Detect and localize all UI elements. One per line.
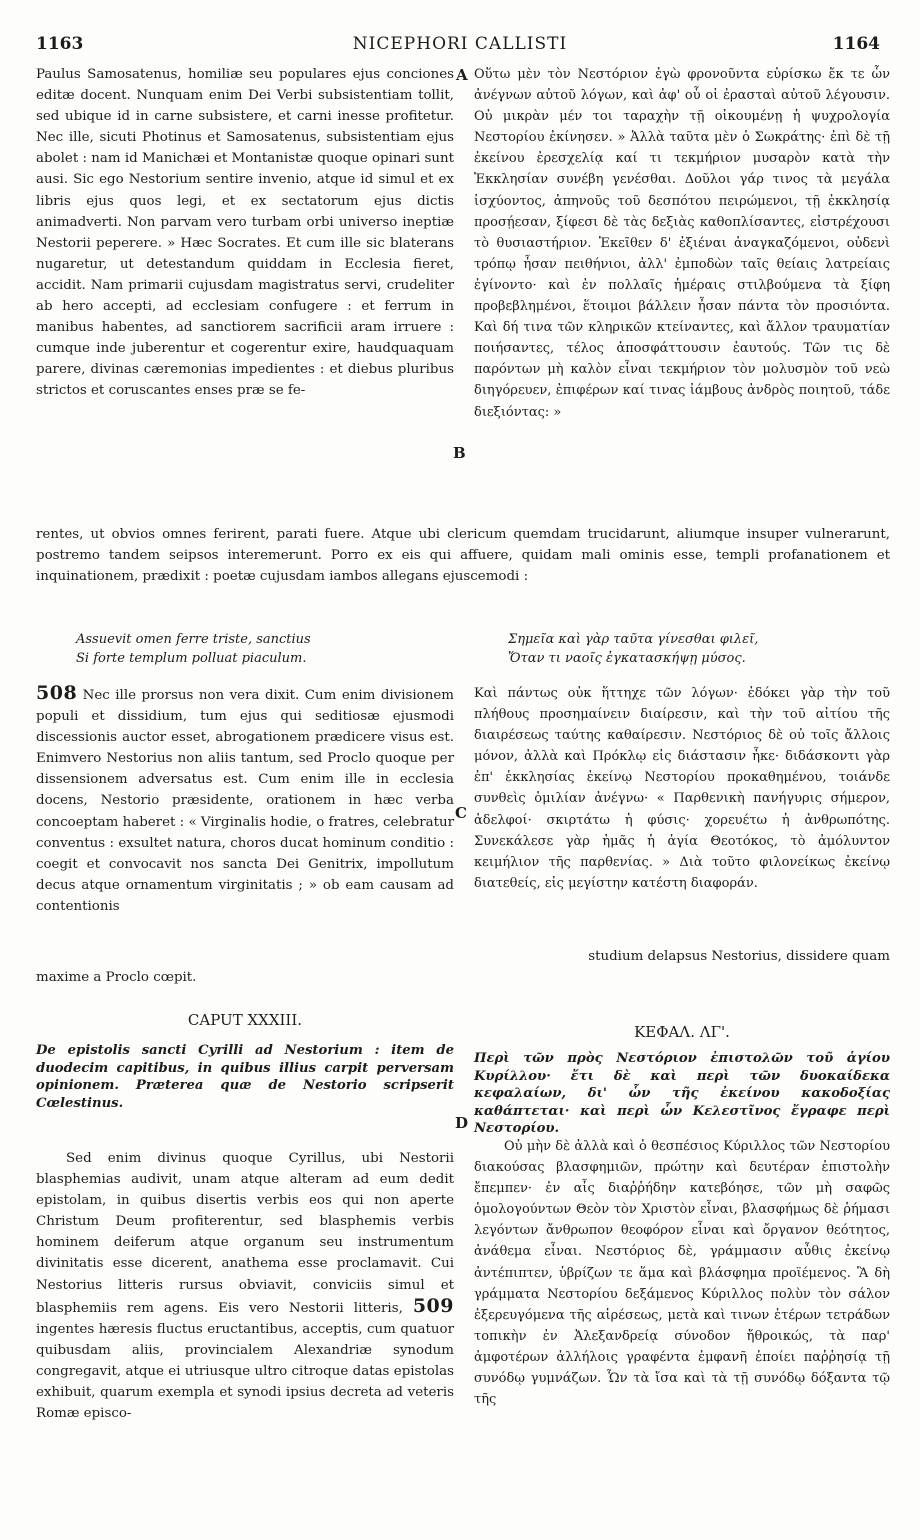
latin-text: Nec ille prorsus non vera dixit. Cum enim divisionem populi et dissidium, tum ejus qui seditiosæ ejusmodi discessionis auctor esset, abrogationem prædicere visus est. Enimvero Nestorius non aliis tantum, sed Proclo quoque per dissensionem adversatus est. Cum enim ille in ecclesia docens, Nestorio præsidente, orationem in hæc verba concoeptam haberet : « Virginalis hodie, o fratres, celebratur conventus : exsultet natura, choros ducat hominum conditio : coegit et convocavit nos sancta Dei Genitrix, impollutum decus atque ornamentum virginitatis ; » ob eam causam ad contentionis (36, 688, 454, 914)
latin-verse (76, 630, 311, 668)
greek-column-2 (474, 683, 890, 894)
greek-column-1 (474, 64, 890, 423)
latin-tail-text: studium delapsus Nestorius, dissidere quam (588, 949, 890, 964)
latin-text: ingentes hæresis fluctus eructantibus, acceptis, cum quatuor quibusdam aliis, provincialem Alexandriæ synodum congregavit, atque ei utriusque ultro citroque datas epistolas exhibuit, quarum exempla et synodi ipsius decreta ad veteris Romæ episco- (36, 1321, 454, 1422)
verse-line: Ὅταν τι ναοῖς ἐγκατασκήψῃ μύσος. (508, 651, 746, 666)
migne-column-number: 509 (412, 1294, 454, 1317)
greek-paragraph: Οὐ μὴν δὲ ἀλλὰ καὶ ὁ θεσπέσιος Κύριλλος τῶν Νεστορίου διακούσας βλασφημιῶν, πρώτην καὶ δευτέραν ἐπιστολὴν ἔπεμπεν· ἐν αἷς διαῤῥήδην κατεβόησε, τῶν μὴ σαφῶς ὁμολογούντων Θεὸν τὸν Χριστὸν εἶναι, βλασφήμως δὲ ῥήμασι λεγόντων ἄνθρωπον θεοφόρον εἶναι καὶ ὄργανον θεότητος, ἀνάθεμα εἶναι. Νεστόριος δὲ, γράμμασιν αὖθις ἐκείνῳ ἀντέπιπτεν, ὑβρίζων τε ἅμα καὶ βλάσφημα προϊέμενος. Ἃ δὴ γράμματα Νεστορίου δεξάμενος Κύριλλος πολὺν τὸν σάλον ἐξερευγόμενα τῆς αἱρέσεως, μετὰ καὶ τινων ἑτέρων τετράδων τοπικὴν ἐν Ἀλεξανδρείᾳ σύνοδον ἤθροικώς, τὰ παρ' ἀμφοτέρων ἀλλήλοις γραφέντα ἐμφανῆ ἐποίει παῤῥησίᾳ τῇ συνόδῳ γυμνάζων. Ὧν τὰ ἴσα καὶ τὰ τῇ συνόδῳ δόξαντα τῷ τῆς (474, 1139, 890, 1408)
latin-tail-line-2 (36, 967, 890, 988)
latin-chapter-title: CAPUT XXXIII. (187, 1011, 303, 1029)
margin-marker-d: D (455, 1114, 469, 1132)
latin-column-2 (36, 683, 454, 917)
latin-column-3 (36, 1148, 454, 1424)
greek-chapter-summary (474, 1050, 890, 1138)
latin-paragraph-continued: rentes, ut obvios omnes ferirent, parati fuere. Atque ubi clericum quemdam trucidarunt, aliumque insuper vulnerarunt, postremo tandem seipsos interemerunt. Porro ex eis qui affuere, quidam mali ominis esse, templi profanationem et inquinationem, prædixit : poetæ cujusdam iambos allegans ejuscemodi : (36, 527, 890, 585)
latin-full-width-1 (36, 524, 890, 587)
greek-chapter-title: ΚΕΦΑΛ. ΛΓ'. (634, 1023, 730, 1041)
verse-line: Si forte templum polluat piaculum. (76, 651, 307, 666)
latin-summary-text: De epistolis sancti Cyrilli ad Nestorium : item de duodecim capitibus, in quibus illius carpit perversam opinionem. Præterea quæ de Nestorio scripserit Cœlestinus. (36, 1043, 454, 1111)
verse-line: Σημεῖα καὶ γὰρ ταῦτα γίνεσθαι φιλεῖ, (508, 632, 759, 647)
latin-column-1 (36, 64, 454, 402)
greek-summary-text: Περὶ τῶν πρὸς Νεστόριον ἐπιστολῶν τοῦ ἁγίου Κυρίλλου· ἔτι δὲ καὶ περὶ τῶν δυοκαίδεκα κεφαλαίων, δι' ὧν τῆς ἐκείνου κακοδοξίας καθάπτεται· καὶ περὶ ὧν Κελεστῖνος ἔγραφε περὶ Νεστορίου. (474, 1051, 890, 1136)
latin-tail-text: maxime a Proclo cœpit. (36, 970, 197, 985)
latin-tail-line-1 (490, 946, 890, 967)
verse-line: Assuevit omen ferre triste, sanctius (76, 632, 311, 647)
greek-paragraph: Οὕτω μὲν τὸν Νεστόριον ἐγὼ φρονοῦντα εὑρίσκω ἔκ τε ὧν ἀνέγνων αὐτοῦ λόγων, καὶ ἀφ' οὗ οἱ ἐρασταὶ αὐτοῦ λέγουσιν. Οὐ μικρὰν μέν τοι ταραχὴν τῇ οἰκουμένῃ ἡ ψυχρολογία Νεστορίου ἐκίνησεν. » Ἀλλὰ ταῦτα μὲν ὁ Σωκράτης· ἐπὶ δὲ τῇ ἐκείνου ἐρεσχελίᾳ καί τι τεκμήριον μυσαρὸν κατὰ τὴν Ἐκκλησίαν συνέβη γενέσθαι. Δοῦλοι γάρ τινος τὰ μεγάλα ἰσχύοντος, ἀπηνοῦς τοῦ δεσπότου πειρώμενοι, τῇ ἐκκλησίᾳ προσῄεσαν, ξίφεσι δὲ τὰς δεξιὰς καθοπλίσαντες, εἰστρέχουσι τὸ θυσιαστήριον. Ἐκεῖθεν δ' ἐξιέναι ἀναγκαζόμενοι, οὐδενὶ τρόπῳ ἦσαν πειθήνιοι, ἀλλ' ἐμποδὼν ταῖς θείαις λατρείαις ἐγίνοντο· καὶ ἐν πολλαῖς ἡμέραις στιλβούμενα τὰ ξίφη προβεβλημένοι, ἕτοιμοι βάλλειν ἦσαν πάντα τὸν προσιόντα. Καὶ δή τινα τῶν κληρικῶν κτείναντες, καὶ ἄλλον τραυματίαν ποιήσαντες, τέλος ἀποσφάττουσιν ἑαυτούς. Τῶν τις δὲ παρόντων μὴ καλὸν εἶναι τεκμήριον τὸν μολυσμὸν τοῦ νεὼ διηγόρευεν, ἐπιφέρων καί τινας ἰάμβους ἀνδρὸς ποιητοῦ, τάδε διεξιόντας: » (474, 67, 890, 420)
latin-text: Sed enim divinus quoque Cyrillus, ubi Nestorii blasphemias audivit, unam atque alteram ad eum dedit epistolam, in quibus disertis verbis eos qui non aperte Christum Deum profiterentur, sed blasphemis verbis hominem deiferum atque organum seu instrumentum divinitatis esse dicerent, anathema esse proclamavit. Cui Nestorius litteris rursus obviavit, conviciis simul et blasphemiis rem agens. Eis vero Nestorii litteris, (36, 1151, 454, 1316)
margin-marker-a: A (456, 66, 468, 84)
latin-chapter-summary (36, 1042, 454, 1112)
right-page-number: 1164 (832, 34, 880, 54)
margin-marker-c: C (455, 804, 467, 822)
greek-paragraph: Καὶ πάντως οὐκ ἥττηχε τῶν λόγων· ἐδόκει γὰρ τὴν τοῦ πλήθους προσημαίνειν διαίρεσιν, καὶ τὴν τοῦ αἰτίου τῆς διαιρέσεως ταύτης καθαίρεσιν. Νεστόριος δὲ οὐ τοῖς ἄλλοις μόνον, ἀλλὰ καὶ Πρόκλῳ εἰς διάστασιν ἧκε· διδάσκοντι γὰρ ἐπ' ἐκκλησίας ἐκείνῳ Νεστορίου προκαθημένου, τοιάνδε συνθεὶς ὁμιλίαν ἀνέγνω· « Παρθενικὴ πανήγυρις σήμερον, ἀδελφοί· σκιρτάτω ἡ φύσις· χορευέτω ἡ ἀνθρωπότης. Συνεκάλεσε γὰρ ἡμᾶς ἡ ἁγία Θεοτόκος, τὸ ἀμόλυντον κειμήλιον τῆς παρθενίας. » Διὰ τοῦτο φιλονείκως ἐκείνῳ διατεθείς, εἰς μεγίστην κατέστη διαφοράν. (474, 686, 890, 891)
left-page-number: 1163 (36, 34, 84, 54)
latin-paragraph: Paulus Samosatenus, homiliæ seu populares ejus conciones editæ docent. Nunquam enim Dei Verbi subsistentiam tollit, sed ubique id in carne subsistere, et carni inesse profitetur. Nec ille, sicuti Photinus et Samosatenus, subsistentiam ejus abolet : nam id Manichæi et Montanistæ quoque opinari sunt ausi. Sic ego Nestorium sentire invenio, atque id simul et ex libris ejus quos legi, et ex sectatorum ejus dictis animadverti. Non parvam vero turbam orbi universo ineptiæ Nestorii peperere. » Hæc Socrates. Et cum ille sic blaterans nugaretur, ut detestandum quiddam in Ecclesia fieret, accidit. Nam primarii cujusdam magistratus servi, crudeliter ab hero accepti, ad ecclesiam confugere : et ferrum in manibus habentes, ad sanctiorem sacrificii aram irruere : cumque inde juberentur et cogerentur exire, haudquaquam parere, divinas cæremonias impedientes : et diebus pluribus strictos et coruscantes enses præ se fe- (36, 67, 454, 399)
migne-column-number: 508 (36, 682, 78, 704)
latin-paragraph (36, 683, 454, 917)
running-title: NICEPHORI CALLISTI (352, 34, 568, 54)
margin-marker-b: B (453, 444, 466, 462)
greek-column-3 (474, 1136, 890, 1410)
latin-paragraph (36, 1148, 454, 1424)
greek-verse (508, 630, 758, 668)
